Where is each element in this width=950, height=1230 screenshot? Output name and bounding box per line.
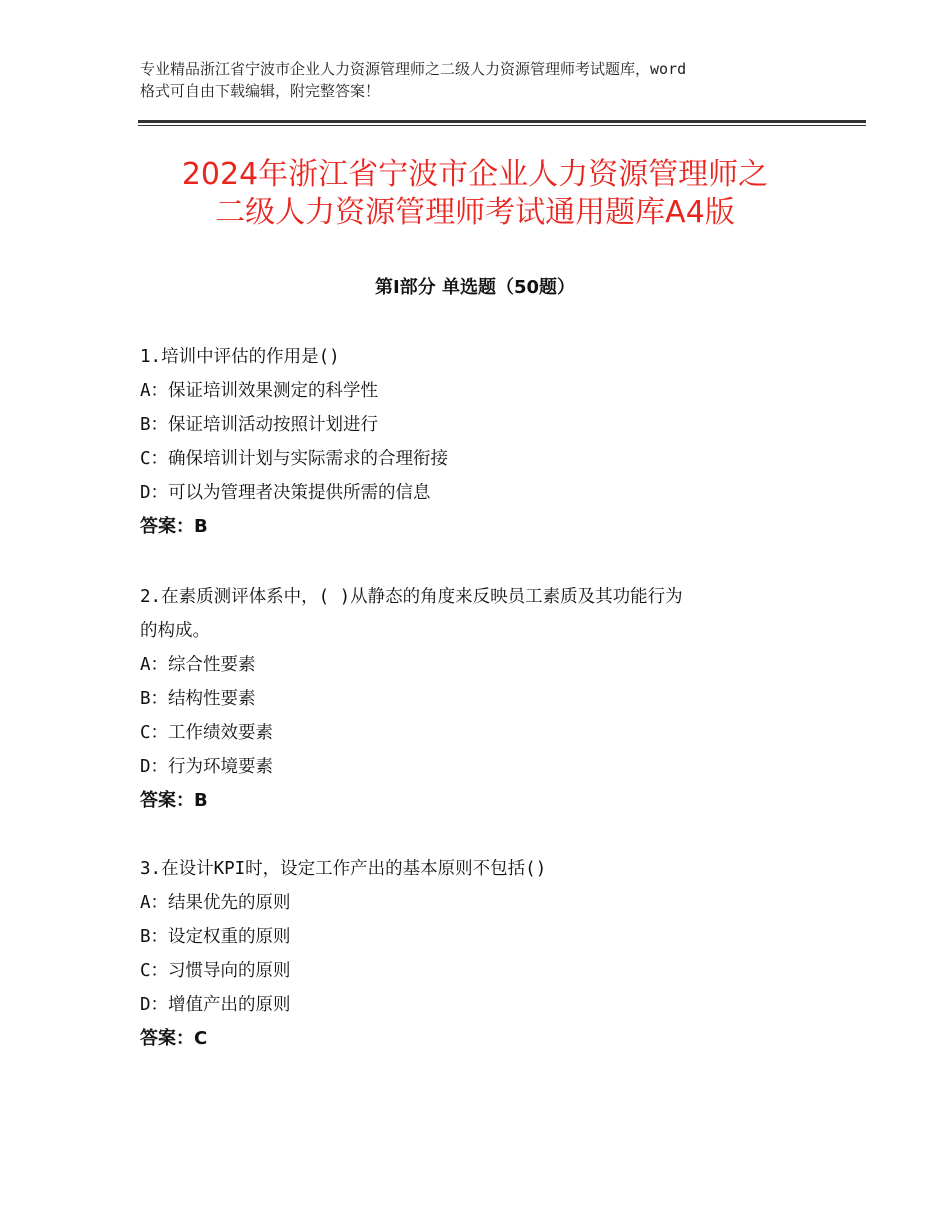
header-note-line-1: 专业精品浙江省宁波市企业人力资源管理师之二级人力资源管理师考试题库，word [140,60,687,78]
option-c: C：确保培训计划与实际需求的合理衔接 [140,449,449,469]
option-c: C：工作绩效要素 [140,723,274,743]
option-d: D：可以为管理者决策提供所需的信息 [140,483,431,503]
question-1 [140,340,820,544]
question-stem: 3.在设计KPI时，设定工作产出的基本原则不包括() [140,859,547,879]
option-d: D：增值产出的原则 [140,995,291,1015]
header-note-line-2: 格式可自由下载编辑，附完整答案！ [140,82,381,100]
question-stem-continued: 的构成。 [140,621,210,641]
option-b: B：设定权重的原则 [140,927,291,947]
option-c: C：习惯导向的原则 [140,961,291,981]
answer-label: 答案：C [140,1028,208,1049]
option-a: A：保证培训效果测定的科学性 [140,381,379,401]
option-b: B：结构性要素 [140,689,256,709]
document-title [100,156,850,232]
question-stem: 2.在素质测评体系中，( )从静态的角度来反映员工素质及其功能行为 [140,587,683,607]
document-title-line-2: 二级人力资源管理师考试通用题库A4版 [215,195,735,230]
option-d: D：行为环境要素 [140,757,274,777]
question-3 [140,852,820,1056]
question-stem: 1.培训中评估的作用是() [140,347,340,367]
option-a: A：结果优先的原则 [140,893,291,913]
answer-label: 答案：B [140,516,208,537]
header-divider-thin [138,125,866,126]
section-heading: 第Ⅰ部分 单选题（50题） [374,277,575,298]
header-divider-thick [138,120,866,123]
answer-label: 答案：B [140,790,208,811]
question-2 [140,580,820,818]
option-b: B：保证培训活动按照计划进行 [140,415,379,435]
option-a: A：综合性要素 [140,655,256,675]
document-title-line-1: 2024年浙江省宁波市企业人力资源管理师之 [181,157,769,192]
document-header-note [140,58,830,102]
